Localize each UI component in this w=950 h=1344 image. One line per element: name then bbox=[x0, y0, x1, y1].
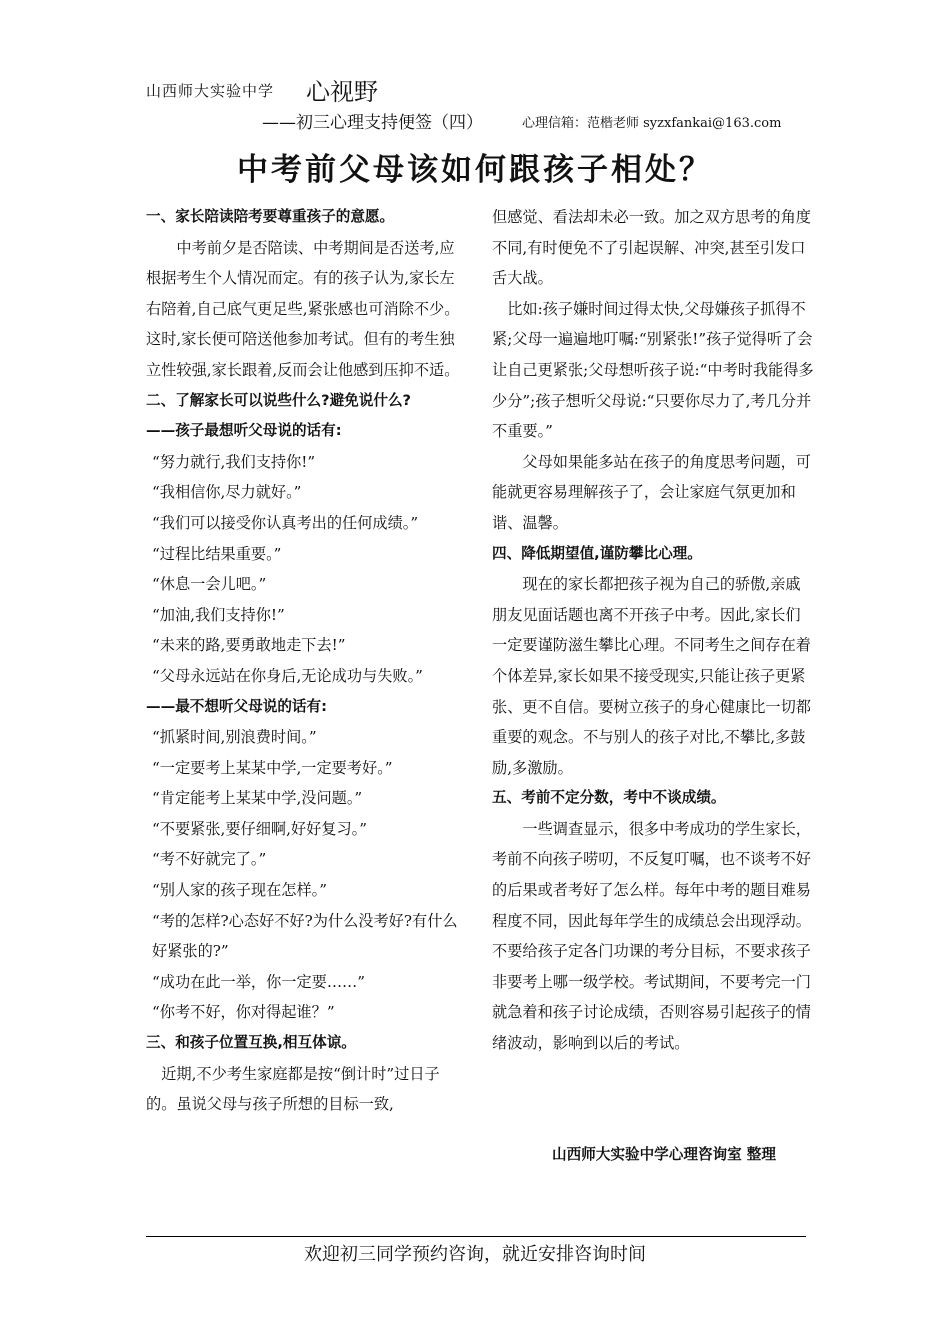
section-heading-1: 一、家长陪读陪考要尊重孩子的意愿。 bbox=[146, 208, 395, 225]
paragraph: 但感觉、看法却未必一致。加之双方思考的角度不同,有时便免不了引起误解、冲突,甚至引发口舌大战。 bbox=[492, 208, 811, 288]
footer-text: 欢迎初三同学预约咨询，就近安排咨询时间 bbox=[304, 1244, 646, 1265]
left-column bbox=[146, 202, 460, 1120]
quote-item: “抓紧时间,别浪费时间。” bbox=[152, 728, 317, 747]
quote-item: “肯定能考上某某中学,没问题。” bbox=[152, 789, 363, 808]
quote-item: “未来的路,要勇敢地走下去!” bbox=[152, 636, 346, 655]
paragraph: 现在的家长都把孩子视为自己的骄傲,亲戚朋友见面话题也离不开孩子中考。因此,家长们一定要谨防滋生攀比心理。不同考生之间存在着个体差异,家长如果不接受现实,只能让孩子更紧张、更不自信。要树立孩子的身心健康比一切都重要的观念。不与别人的孩子对比,不攀比,多鼓励,多激励。 bbox=[492, 575, 811, 777]
quote-item: “不要紧张,要仔细啊,好好复习。” bbox=[152, 819, 368, 838]
quote-item: “你考不好，你对得起谁？” bbox=[152, 1003, 335, 1022]
paragraph: 一些调查显示，很多中考成功的学生家长，考前不向孩子唠叨，不反复叮嘱，也不谈考不好的后果或者考好了怎么样。每年中考的题目难易程度不同，因此每年学生的成绩总会出现浮动。不要给孩子定各门功课的考分目标，不要求孩子非要考上哪一级学校。考试期间，不要考完一门就急着和孩子讨论成绩，否则容易引起孩子的情绪波动，影响到以后的考试。 bbox=[492, 819, 811, 1053]
main-title: 中考前父母该如何跟孩子相处？ bbox=[237, 152, 713, 188]
section-heading-2: 二、了解家长可以说些什么?避免说什么? bbox=[146, 391, 412, 409]
right-column bbox=[492, 202, 814, 1059]
quote-item: “我相信你,尽力就好。” bbox=[152, 483, 302, 502]
sub-heading-want: ——孩子最想听父母说的话有: bbox=[146, 422, 342, 440]
quote-item: “休息一会儿吧。” bbox=[152, 575, 267, 594]
brand-title: 心视野 bbox=[306, 78, 378, 106]
signature: 山西师大实验中学心理咨询室 整理 bbox=[552, 1146, 776, 1163]
sub-heading-avoid: ——最不想听父母说的话有: bbox=[146, 697, 327, 715]
paragraph: 比如:孩子嫌时间过得太快,父母嫌孩子抓得不紧;父母一遍遍地叮嘱:“别紧张!”孩子觉得听了会让自己更紧张;父母想听孩子说:“中考时我能得多少分”;孩子想听父母说:“只要你尽力了,考几分并不重要。” bbox=[492, 299, 814, 441]
section-heading-4: 四、降低期望值,谨防攀比心理。 bbox=[492, 544, 702, 562]
mailbox-contact: 心理信箱：范楷老师 syzxfankai@163.com bbox=[522, 116, 782, 131]
quote-item: “我们可以接受你认真考出的任何成绩。” bbox=[152, 513, 419, 532]
quote-item: “加油,我们支持你!” bbox=[152, 605, 285, 624]
section-heading-5: 五、考前不定分数，考中不谈成绩。 bbox=[492, 789, 726, 807]
quote-item: “过程比结果重要。” bbox=[152, 544, 282, 563]
subtitle: ——初三心理支持便签（四） bbox=[262, 113, 483, 133]
section-heading-3: 三、和孩子位置互换,相互体谅。 bbox=[146, 1034, 356, 1052]
school-name: 山西师大实验中学 bbox=[146, 82, 275, 100]
paragraph: 中考前夕是否陪读、中考期间是否送考,应根据考生个人情况而定。有的孩子认为,家长左右陪着,自己底气更足些,紧张感也可消除不少。这时,家长便可陪送他参加考试。但有的考生独立性较强,家长跟着,反而会让他感到压抑不适。 bbox=[146, 238, 460, 379]
paragraph: 父母如果能多站在孩子的角度思考问题，可能就更容易理解孩子了，会让家庭气氛更加和谐、温馨。 bbox=[492, 452, 811, 532]
footer-divider bbox=[146, 1236, 806, 1237]
quote-item: “别人家的孩子现在怎样。” bbox=[152, 881, 327, 900]
quote-item: “父母永远站在你身后,无论成功与失败。” bbox=[152, 666, 423, 685]
quote-item: “努力就行,我们支持你!” bbox=[152, 452, 316, 471]
quote-item: “考的怎样?心态好不好?为什么没考好?有什么好紧张的?” bbox=[152, 911, 458, 961]
quote-item: “成功在此一举，你一定要……” bbox=[152, 972, 365, 991]
quote-item: “考不好就完了。” bbox=[152, 850, 267, 869]
paragraph: 近期,不少考生家庭都是按“倒计时”过日子的。虽说父母与孩子所想的目标一致, bbox=[146, 1064, 440, 1114]
quote-item: “一定要考上某某中学,一定要考好。” bbox=[152, 758, 393, 777]
